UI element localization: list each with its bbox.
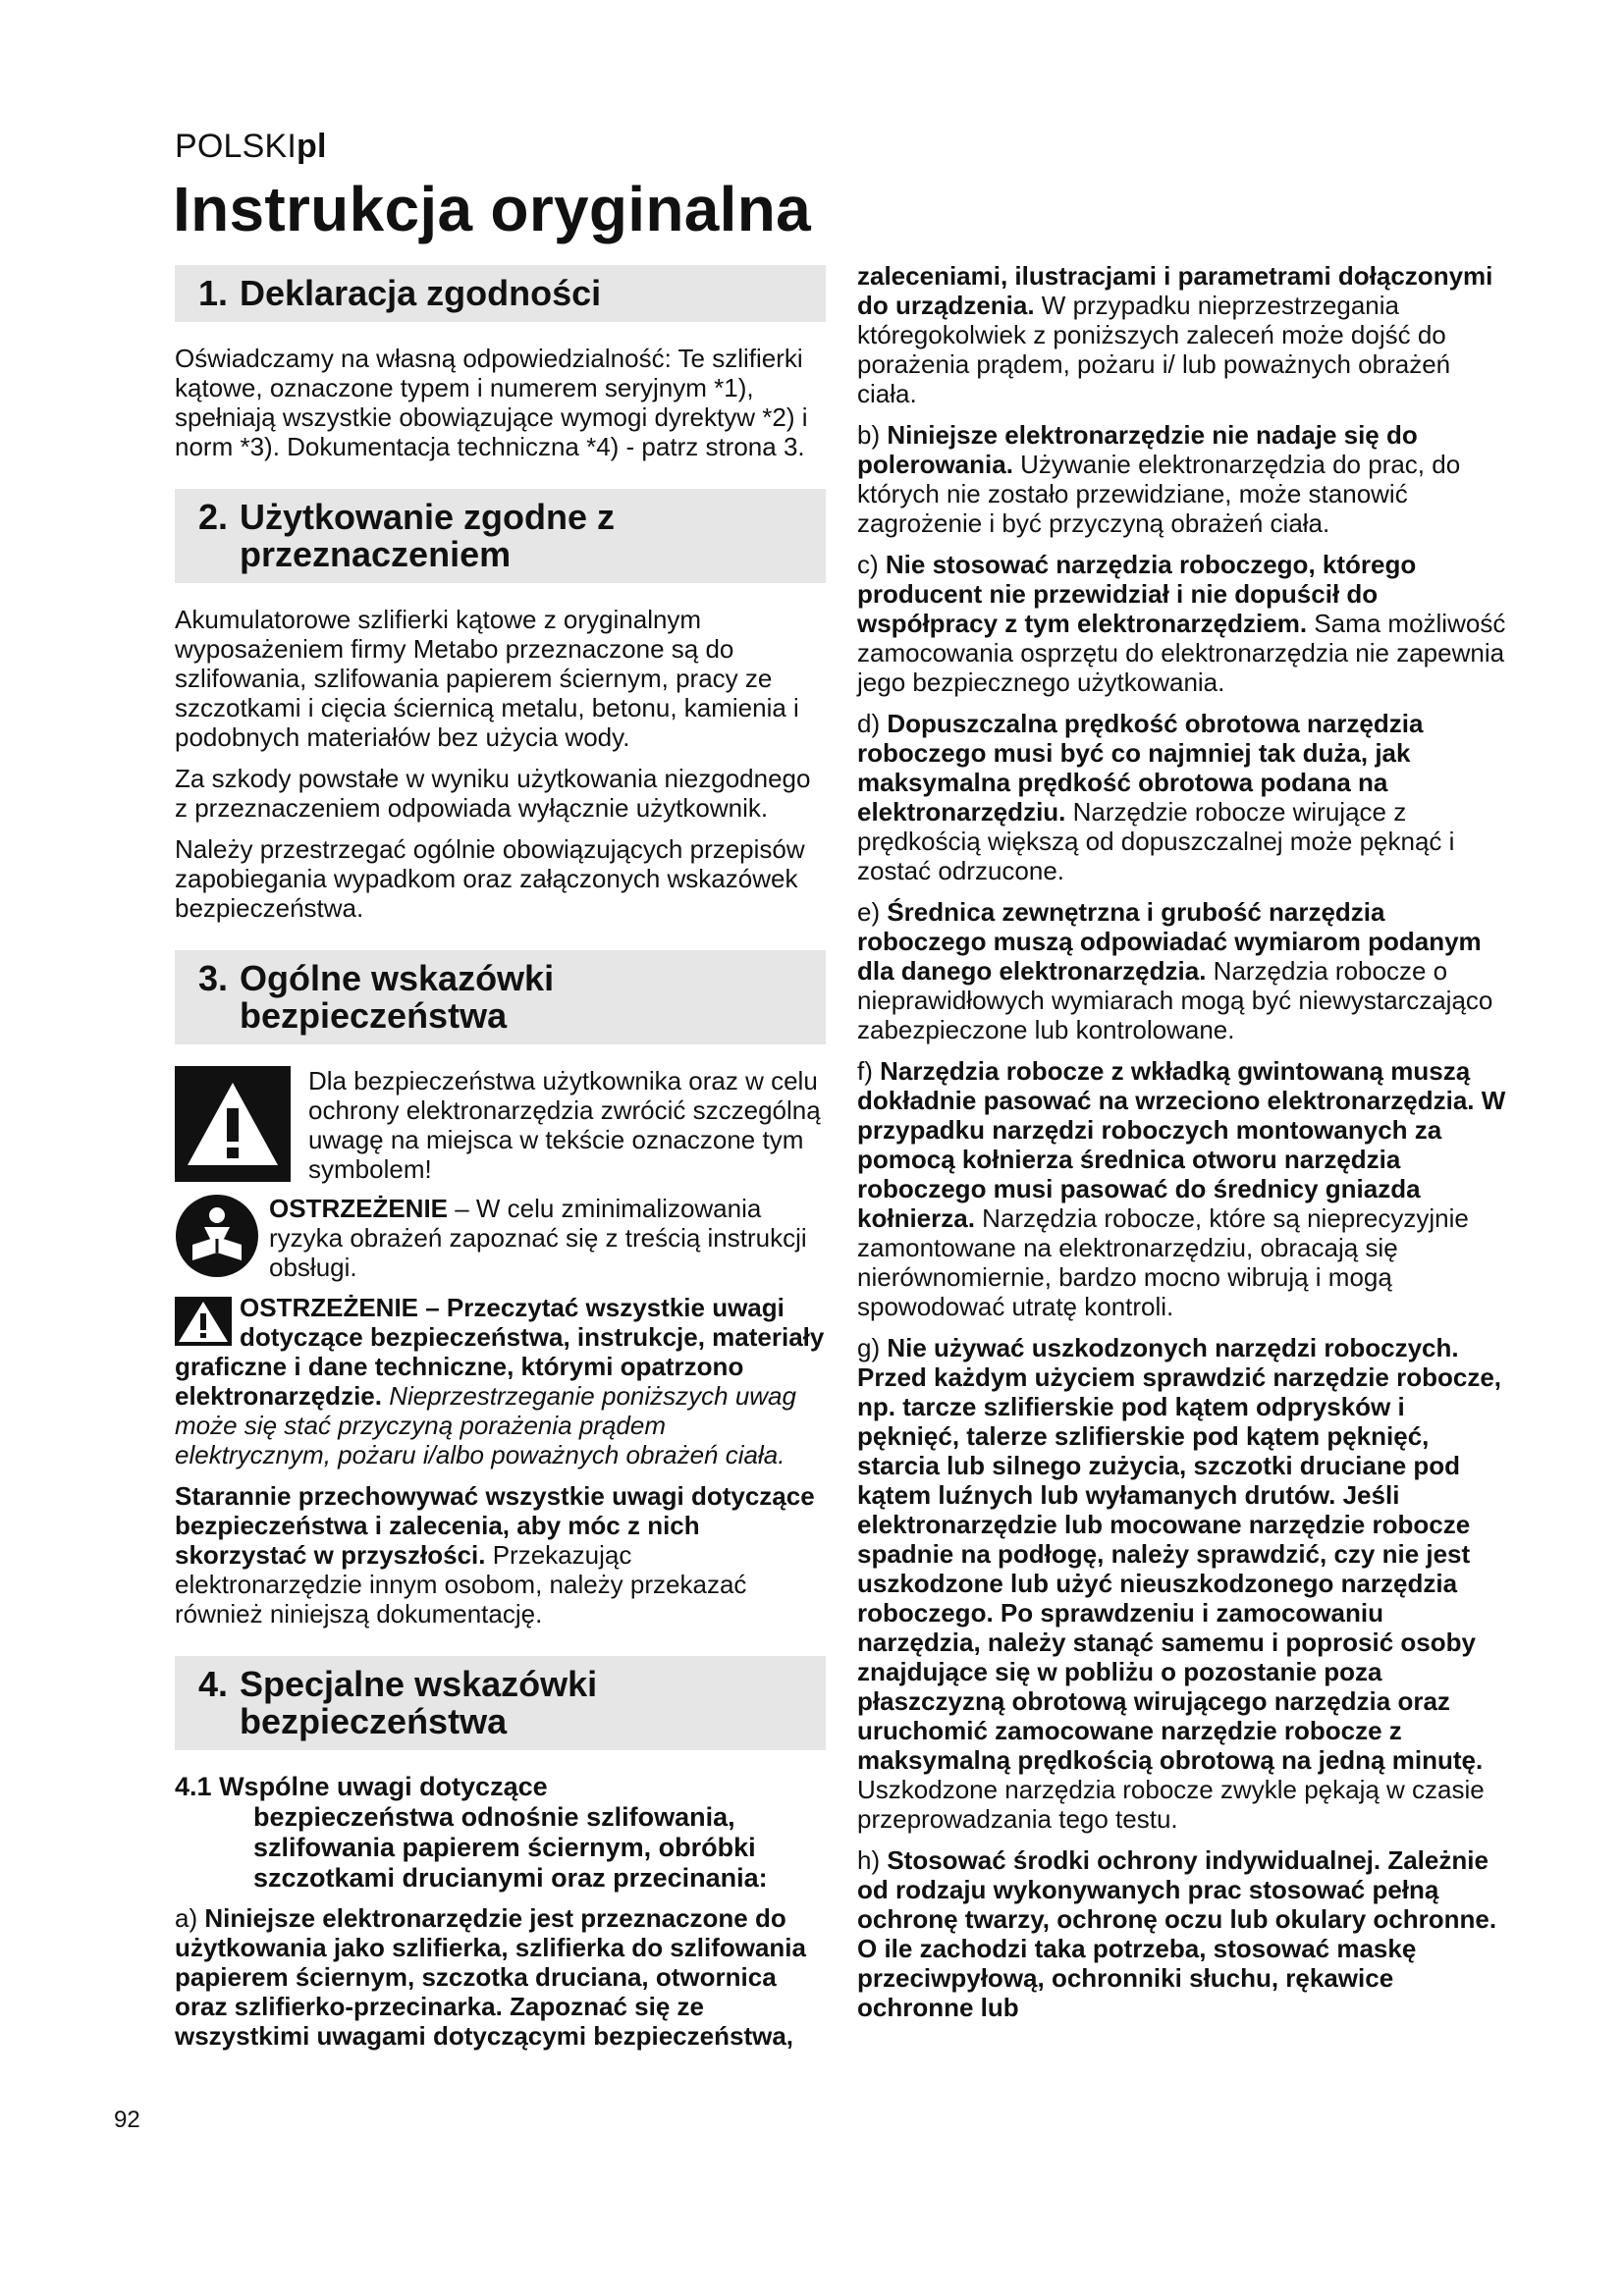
section-number: 3. [198, 958, 229, 998]
warning-triangle-icon [175, 1066, 291, 1182]
item-text: Narzędzia robocze o nieprawidłowych wymiarach mogą być niewystarczająco zabezpieczone lub kontrolowane. [857, 956, 1493, 1044]
item-bold-text: Niniejsze elektronarzędzie jest przeznaczone do użytkowania jako szlifierka, szlifierka do szlifowania papierem ściernym, szczotka druciana, otwornica oraz szlifierko-przecinarka. Zapoznać się ze wszystkimi uwagami dotyczącymi bezpieczeństwa, [175, 1903, 806, 2051]
warning-italic-text: Nieprzestrzeganie poniższych uwag może się stać przyczyną porażenia prądem elektrycznym, pożaru i/albo poważnych obrażeń ciała. [175, 1381, 796, 1469]
keep-instructions-paragraph [175, 1481, 826, 1629]
item-text: Używanie elektronarzędzia do prac, do których nie zostało przewidziane, może stanowić zagrożenie i być przyczyną obrażeń ciała. [857, 450, 1461, 538]
section-title-line2: przeznaczeniem [240, 534, 512, 574]
subsection-title-rest: bezpieczeństwa odnośnie szlifowania, szlifowania papierem ściernym, obróbki szczotkami drucianymi oraz przecinania: [253, 1802, 768, 1893]
section-3-heading [175, 950, 826, 1044]
subsection-number: 4.1 [175, 1772, 212, 1801]
warning-label: OSTRZEŻENIE [269, 1194, 449, 1223]
continuation-paragraph [857, 261, 1510, 408]
item-h [857, 1845, 1510, 2022]
paragraph: Należy przestrzegać ogólnie obowiązujących przepisów zapobiegania wypadkom oraz załączonych wskazówek bezpieczeństwa. [175, 834, 805, 923]
page-number: 92 [114, 2107, 140, 2133]
item-label: b) [857, 420, 888, 450]
item-c [857, 550, 1510, 697]
item-g [857, 1333, 1510, 1834]
item-label: e) [857, 897, 888, 927]
item-bold-text: Niniejsze elektronarzędzie nie nadaje się do polerowania. [857, 420, 1418, 479]
item-bold-text: zaleceniami, ilustracjami i parametrami dołączonymi do urządzenia. [857, 261, 1493, 320]
item-bold-text: Nie używać uszkodzonych narzędzi roboczych. Przed każdym użyciem sprawdzić narzędzie robocze, np. tarcze szlifierskie pod kątem odprysków i pęknięć, talerze szlifierskie pod kątem pęknięć, starcia lub silnego zużycia, szczotki druciane pod kątem luźnych lub wyłamanych drutów. Jeśli elektronarzędzie lub mocowane narzędzie robocze spadnie na podłogę, należy sprawdzić, czy nie jest uszkodzone lub użyć nieuszkodzonego narzędzia roboczego. Po sprawdzeniu i zamocowaniu narzędzia, należy stanąć samemu i poprosić osoby znajdujące się w pobliżu o pozostanie poza płaszczyzną obrotową wirującego narzędzia oraz uruchomić zamocowane narzędzie robocze z maksymalną prędkością obrotową na jedną minutę. [857, 1333, 1502, 1775]
section-4-heading [175, 1656, 826, 1750]
section-number: 1. [198, 273, 229, 313]
subsection-4-1-heading [175, 1772, 826, 1894]
item-text: Uszkodzone narzędzia robocze zwykle pękają w czasie przeprowadzania tego testu. [857, 1775, 1485, 1834]
subsection-title-first: Wspólne uwagi dotyczące [219, 1772, 548, 1801]
section-number: 4. [198, 1664, 229, 1704]
item-d [857, 709, 1510, 885]
item-text: Narzędzia robocze, które są nieprecyzyjnie zamontowane na elektronarzędziu, obracają się nierównomiernie, bardzo mocno wibrują i mogą spowodować utratę kontroli. [857, 1203, 1469, 1321]
item-label: a) [175, 1903, 205, 1933]
item-e [857, 897, 1510, 1044]
item-label: c) [857, 550, 886, 579]
paragraph: Oświadczamy na własną odpowiedzialność: Te szlifierki kątowe, oznaczone typem i numerem seryjnym *1), spełniają wszystkie obowiązujące wymogi dyrektyw *2) i norm *3). Dokumentacja techniczna *4) - patrz strona 3. [175, 344, 808, 461]
item-text: W przypadku nieprzestrzegania któregokolwiek z poniższych zaleceń może dojść do porażenia prądem, pożaru i/ lub poważnych obrażeń ciała. [857, 291, 1451, 408]
page-title: Instrukcja oryginalna [173, 174, 812, 244]
section-title-line2: bezpieczeństwa [240, 1701, 508, 1741]
keep-bold-text: Starannie przechowywać wszystkie uwagi dotyczące bezpieczeństwa i zalecenia, aby móc z nich skorzystać w przyszłości. [175, 1481, 815, 1570]
warning-symbol-text: Dla bezpieczeństwa użytkownika oraz w celu ochrony elektronarzędzia zwrócić szczególną uwagę na miejsca w tekście oznaczone tym symbolem! [308, 1066, 821, 1184]
section-title: Deklaracja zgodności [240, 273, 602, 313]
item-b [857, 420, 1510, 538]
item-bold-text: Średnica zewnętrzna i grubość narzędzia roboczego muszą odpowiadać wymiarom podanym dla danego elektronarzędzia. [857, 897, 1482, 986]
right-column [857, 261, 1510, 2034]
item-text: Sama możliwość zamocowania osprzętu do elektronarzędzia nie zapewnia jego bezpiecznego użytkowania. [857, 609, 1506, 697]
item-label: g) [857, 1333, 888, 1362]
item-bold-text: Stosować środki ochrony indywidualnej. Zależnie od rodzaju wykonywanych prac stosować pełną ochronę twarzy, ochronę oczu lub okulary ochronne. O ile zachodzi taka potrzeba, stosować maskę przeciwpyłową, ochronniki słuchu, rękawice ochronne lub [857, 1845, 1497, 2022]
language-label [175, 128, 327, 166]
section-2-heading [175, 489, 826, 583]
item-label: d) [857, 709, 888, 738]
item-label: f) [857, 1056, 881, 1086]
warning-bold-text: OSTRZEŻENIE – Przeczytać wszystkie uwagi dotyczące bezpieczeństwa, instrukcje, materiały graficzne i dane techniczne, którymi opatrzono elektronarzędzie. [175, 1293, 825, 1411]
item-label: h) [857, 1845, 888, 1875]
read-manual-warning [175, 1194, 826, 1283]
item-bold-text: Narzędzia robocze z wkładką gwintowaną muszą dokładnie pasować na wrzeciono elektronarzędzia. W przypadku narzędzi roboczych montowanych za pomocą kołnierza średnica otworu narzędzia roboczego musi pasować do średnicy gniazda kołnierza. [857, 1056, 1506, 1233]
section-title-line1: Ogólne wskazówki [240, 958, 555, 998]
keep-text: Przekazując elektronarzędzie innym osobom, należy przekazać również niniejszą dokumentację. [175, 1540, 747, 1629]
section-title-line2: bezpieczeństwa [240, 995, 508, 1036]
language-name: POLSKI [175, 128, 298, 165]
item-text: Narzędzie robocze wirujące z prędkością większą od dopuszczalnej może pęknąć i zostać odrzucone. [857, 797, 1455, 885]
section-title-line1: Specjalne wskazówki [240, 1664, 598, 1704]
item-a [175, 1903, 826, 2051]
section-title-line1: Użytkowanie zgodne z [240, 497, 616, 537]
item-bold-text: Nie stosować narzędzia roboczego, którego producent nie przewidział i nie dopuścił do współpracy z tym elektronarzędziem. [857, 550, 1417, 638]
read-manual-icon [175, 1194, 259, 1283]
warning-text: – W celu zminimalizowania ryzyka obrażeń zapoznać się z treścią instrukcji obsługi. [269, 1194, 807, 1282]
item-bold-text: Dopuszczalna prędkość obrotowa narzędzia roboczego musi być co najmniej tak duża, jak maksymalna prędkość obrotowa podana na elektronarzędziu. [857, 709, 1424, 827]
language-code: pl [297, 128, 327, 165]
warning-symbol-note [175, 1066, 826, 1184]
item-f [857, 1056, 1510, 1321]
paragraph: Akumulatorowe szlifierki kątowe z oryginalnym wyposażeniem firmy Metabo przeznaczone są do szlifowania, szlifowania papierem ściernym, pracy ze szczotkami i cięcia ściernicą metalu, betonu, kamienia i podobnych materiałów bez użycia wody. [175, 605, 799, 752]
small-warning-triangle-icon [175, 1297, 232, 1352]
left-column [175, 265, 826, 2062]
general-warning-paragraph [175, 1293, 826, 1469]
section-1-heading [175, 265, 826, 322]
section-number: 2. [198, 497, 229, 537]
paragraph: Za szkody powstałe w wyniku użytkowania niezgodnego z przeznaczeniem odpowiada wyłącznie użytkownik. [175, 764, 811, 823]
